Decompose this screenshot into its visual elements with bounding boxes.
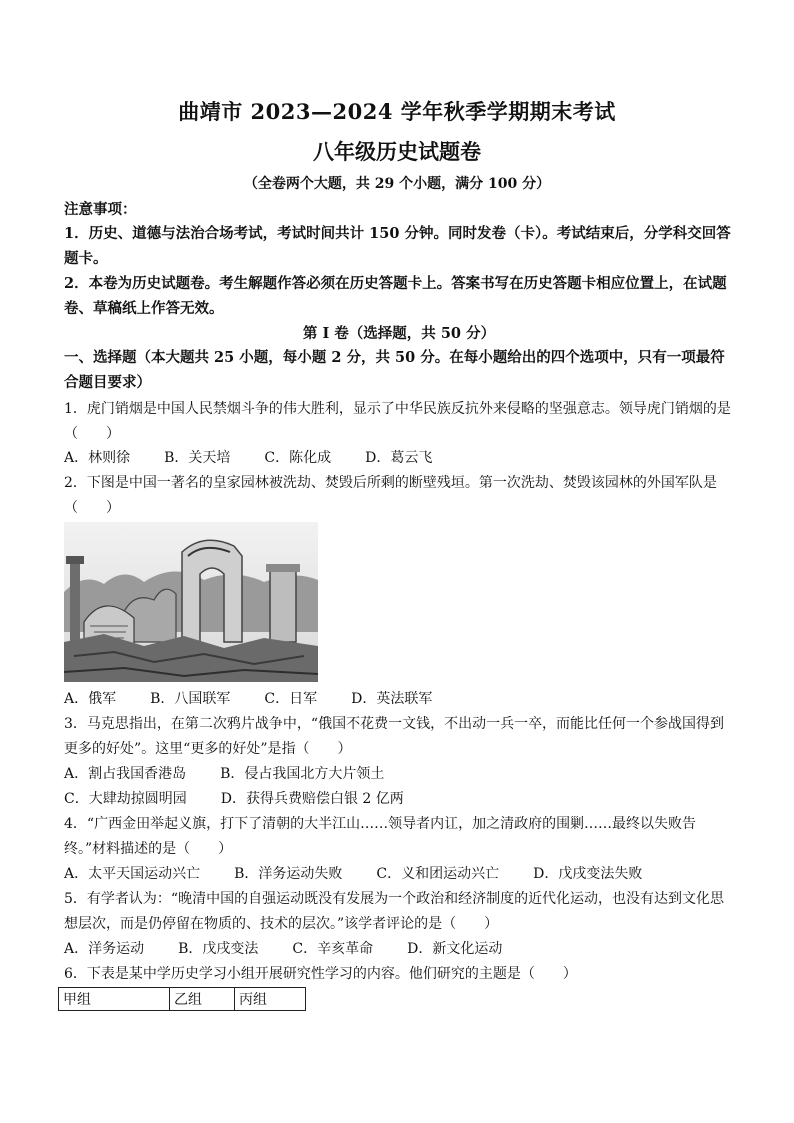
option-c[interactable]: C．义和团运动兴亡 [376,866,500,882]
option-d[interactable]: D．新文化运动 [407,941,503,957]
option-b[interactable]: B．八国联军 [150,691,231,707]
table-header-cell: 甲组 [59,988,170,1011]
question-3-stem: 3．马克思指出，在第二次鸦片战争中，“俄国不花费一文钱，不出动一兵一卒，而能比任何一个参战国得到更多的好处”。这里“更多的好处”是指（ ） [64,716,725,757]
option-d[interactable]: D．戊戌变法失败 [533,866,643,882]
option-a[interactable]: A．洋务运动 [64,941,145,957]
question-3-options-row-1 [64,762,734,787]
option-d[interactable]: D．葛云飞 [365,450,433,466]
option-c[interactable]: C．陈化成 [264,450,332,466]
option-b[interactable]: B．关天培 [164,450,231,466]
exam-subtitle: 八年级历史试题卷 [313,139,481,164]
table-header-cell: 乙组 [170,988,235,1011]
ruins-photo-icon [64,522,318,682]
option-c[interactable]: C．日军 [264,691,318,707]
question-4-stem: 4．“广西金田举起义旗，打下了清朝的大半江山……领导者内讧，加之清政府的围剿……最终以失败告终。”材料描述的是（ ） [64,816,697,857]
research-table [58,987,306,1011]
question-5-stem: 5．有学者认为：“晚清中国的自强运动既没有发展为一个政治和经济制度的近代化运动，也没有达到文化思想层次，而是仍停留在物质的、技术的层次。”该学者评论的是（ ） [64,891,725,932]
question-2-options [64,687,734,712]
option-a[interactable]: A．太平天国运动兴亡 [64,866,201,882]
question-2-stem: 2．下图是中国一著名的皇家园林被洗劫、焚毁后所剩的断壁残垣。第一次洗劫、焚毁该园林的外国军队是（ ） [64,475,717,516]
question-1-stem: 1．虎门销烟是中国人民禁烟斗争的伟大胜利，显示了中华民族反抗外来侵略的坚强意志。领导虎门销烟的是（ ） [64,401,731,442]
notes-item-1: 1．历史、道德与法治合场考试，考试时间共计 150 分钟。同时发卷（卡）。考试结束后，分学科交回答题卡。 [64,225,731,267]
exam-info: （全卷两个大题，共 29 个小题，满分 100 分） [243,176,551,192]
exam-title: 曲靖市 2023—2024 学年秋季学期期末考试 [178,99,616,124]
option-a[interactable]: A．林则徐 [64,450,131,466]
notes-heading: 注意事项： [64,201,137,218]
question-5-options [64,937,734,962]
part-title: 第 I 卷（选择题，共 50 分） [302,325,496,342]
option-d[interactable]: D．英法联军 [351,691,433,707]
option-b[interactable]: B．戊戌变法 [178,941,259,957]
option-b[interactable]: B．侵占我国北方大片领土 [220,766,385,782]
question-6-stem: 6．下表是某中学历史学习小组开展研究性学习的内容。他们研究的主题是（ ） [64,966,577,982]
option-c[interactable]: C．辛亥革命 [292,941,374,957]
notes-item-2: 2．本卷为历史试题卷。考生解题作答必须在历史答题卡上。答案书写在历史答题卡相应位置上，在试题卷、草稿纸上作答无效。 [64,275,727,317]
question-3-options-row-2 [64,787,734,812]
section-instruction: 一、选择题（本大题共 25 小题，每小题 2 分，共 50 分。在每小题给出的四个选项中，只有一项最符合题目要求） [64,349,725,391]
option-d[interactable]: D．获得兵费赔偿白银 2 亿两 [220,791,404,807]
table-row [59,988,306,1011]
option-b[interactable]: B．洋务运动失败 [234,866,343,882]
question-4-options [64,862,734,887]
option-a[interactable]: A．割占我国香港岛 [64,766,187,782]
table-header-cell: 丙组 [235,988,306,1011]
option-c[interactable]: C．大肆劫掠圆明园 [64,791,187,807]
option-a[interactable]: A．俄军 [64,691,117,707]
question-1-options [64,446,734,471]
